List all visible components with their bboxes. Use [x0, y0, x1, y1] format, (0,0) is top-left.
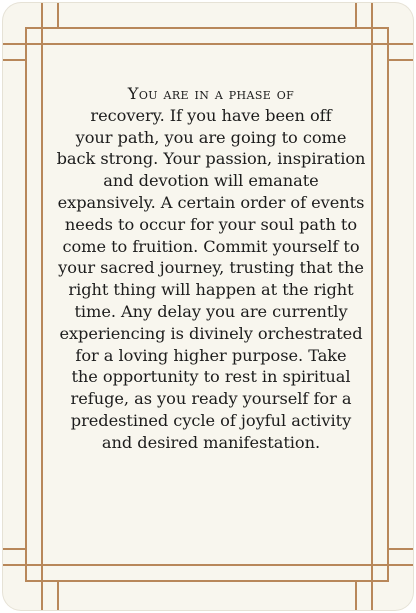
frame-corner-br-h [371, 564, 413, 566]
message-line: refuge, as you ready yourself for a [70, 389, 352, 409]
frame-outer-bottom [25, 580, 389, 582]
frame-tick-br-h2 [387, 548, 413, 550]
message-line: right thing will happen at the right [68, 280, 354, 300]
message-line: time. Any delay you are currently [74, 301, 348, 321]
frame-corner-tl-h [3, 43, 43, 45]
message-line: back strong. Your passion, inspiration [56, 149, 366, 169]
frame-inner-top [41, 43, 373, 45]
oracle-card [3, 3, 413, 610]
frame-outer-top [25, 27, 389, 29]
message-line: the opportunity to rest in spiritual [71, 367, 351, 387]
message-line: predestined cycle of joyful activity [70, 410, 352, 430]
frame-corner-bl-h [3, 564, 43, 566]
frame-corner-tl-v [41, 3, 43, 45]
frame-tick-bl-h2 [3, 548, 27, 550]
frame-tick-tr-v2 [355, 3, 357, 29]
frame-tick-tr-h2 [387, 59, 413, 61]
frame-inner-left [41, 43, 43, 566]
message-line: experiencing is divinely orchestrated [59, 323, 363, 343]
frame-outer-right [387, 27, 389, 582]
frame-tick-tl-v2 [57, 3, 59, 29]
message-line: for a loving higher purpose. Take [75, 345, 347, 365]
message-line: come to fruition. Commit yourself to [62, 236, 360, 256]
message-lead-line: You are in a phase of [127, 84, 295, 103]
message-line: your sacred journey, trusting that the [58, 258, 364, 278]
message-line: and desired manifestation. [101, 432, 321, 452]
frame-corner-br-v [371, 564, 373, 610]
message-line: and devotion will emanate [103, 171, 319, 191]
message-line: recovery. If you have been off [90, 105, 332, 125]
frame-inner-right [371, 43, 373, 566]
message-line: needs to occur for your soul path to [64, 214, 358, 234]
frame-tick-bl-v2 [57, 580, 59, 610]
message-line: expansively. A certain order of events [57, 192, 365, 212]
frame-tick-br-v2 [355, 580, 357, 610]
frame-tick-tl-h2 [3, 59, 27, 61]
message-line: your path, you are going to come [75, 127, 347, 147]
frame-corner-bl-v [41, 564, 43, 610]
card-message [56, 83, 366, 533]
frame-corner-tr-v [371, 3, 373, 45]
frame-corner-tr-h [371, 43, 413, 45]
frame-inner-bottom [41, 564, 373, 566]
frame-outer-left [25, 27, 27, 582]
